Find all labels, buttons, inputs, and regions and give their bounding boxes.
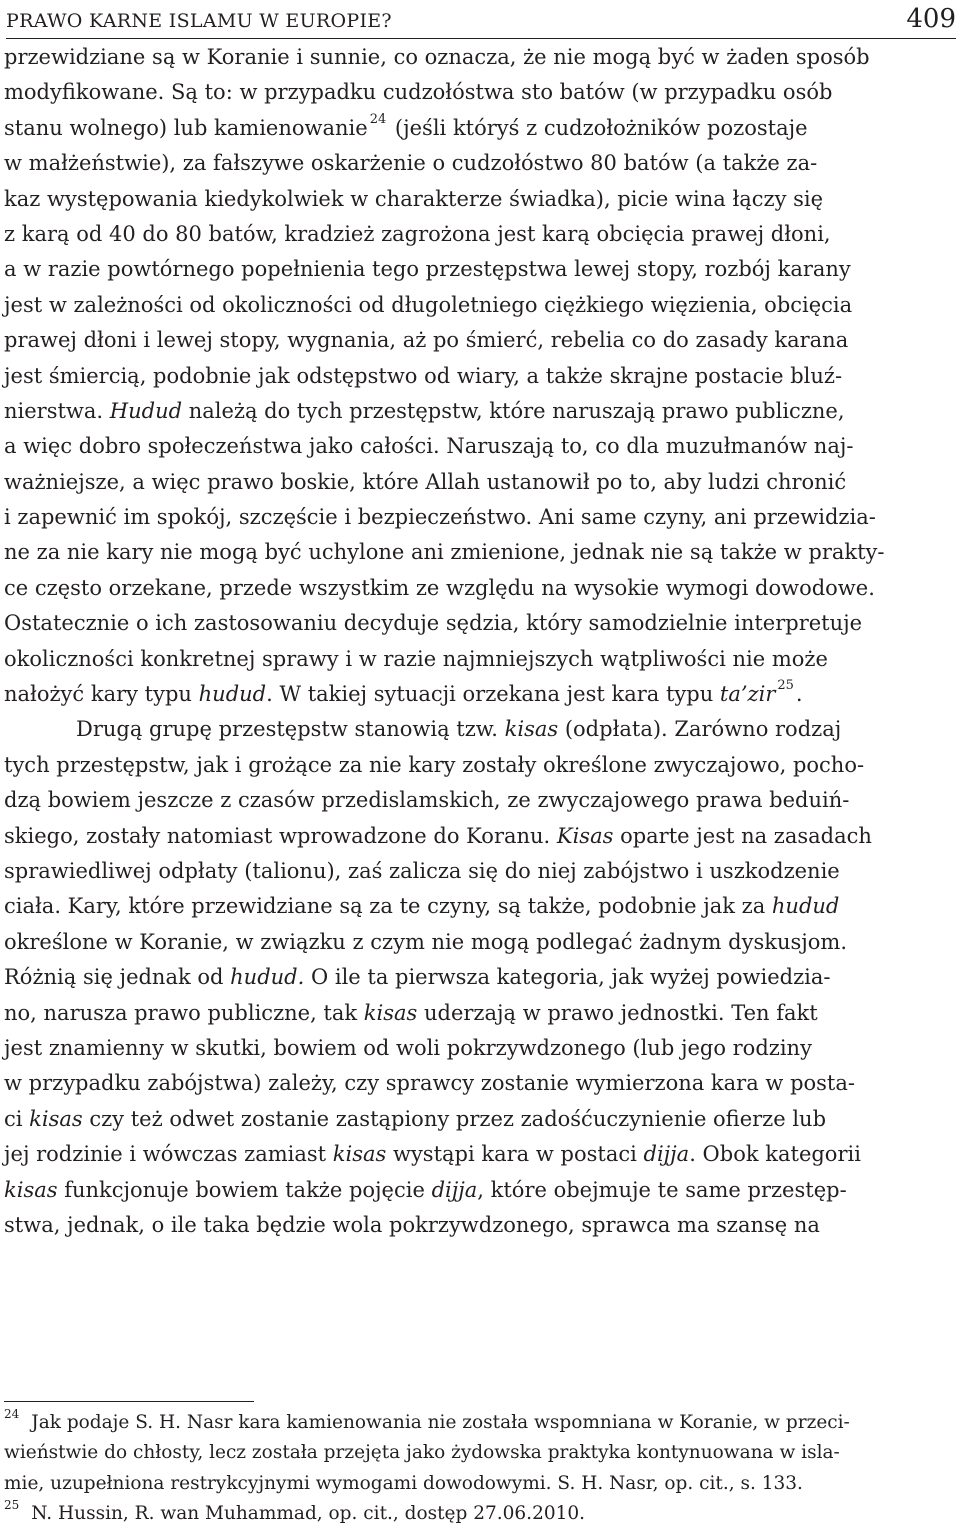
italic-term: Kisas xyxy=(556,823,614,848)
text-line: a w razie powtórnego popełnienia tego przestępstwa lewej stopy, rozbój karany xyxy=(4,257,851,282)
text-line: ważniejsze, a więc prawo boskie, które Allah ustanowił po to, aby ludzi chronić xyxy=(4,469,847,494)
text-line: ne za nie kary nie mogą być uchylone ani zmienione, jednak nie są także w prakty- xyxy=(4,540,885,565)
text-line: ci kisas czy też odwet zostanie zastąpiony przez zadośćuczynienie ofierze lub xyxy=(4,1106,827,1131)
text-line: prawej dłoni i lewej stopy, wygnania, aż po śmierć, rebelia co do zasady karana xyxy=(4,328,849,353)
footnote-25: $^{25}$ N. Hussin, R. wan Muhammad, op. cit., dostęp 27.06.2010. xyxy=(4,1498,586,1525)
footnote-number: 24 xyxy=(4,1407,20,1421)
text-line: jest znamienny w skutki, bowiem od woli pokrzywdzonego (lub jego rodziny xyxy=(4,1035,812,1060)
footnote-ref-24: 24 xyxy=(369,111,387,127)
footnote-number: 25 xyxy=(4,1498,20,1513)
text-line: Drugą grupę przestępstw stanowią tzw. kisas (odpłata). Zarówno rodzaj xyxy=(76,717,842,742)
main-text xyxy=(4,40,956,1243)
text-line: ce często orzekane, przede wszystkim ze względu na wysokie wymogi dowodowe. xyxy=(4,575,875,600)
text-line: dzą bowiem jeszcze z czasów przedislamskich, ze zwyczajowego prawa beduiń- xyxy=(4,788,850,813)
text-line: tych przestępstw, jak i grożące za nie kary zostały określone zwyczajowo, pocho- xyxy=(4,752,865,777)
text-line: modyfikowane. Są to: w przypadku cudzołóstwa sto batów (w przypadku osób xyxy=(4,80,833,105)
italic-term: hudud xyxy=(771,894,840,919)
italic-term: kisas xyxy=(4,1177,58,1202)
footnote-ref-25: 25 xyxy=(777,678,794,694)
text-line: przewidziane są w Koranie i sunnie, co oznacza, że nie mogą być w żaden sposób xyxy=(4,45,870,69)
text-line: jej rodzinie i wówczas zamiast kisas wystąpi kara w postaci dijja. Obok kategorii xyxy=(4,1142,861,1167)
text-line: jest śmiercią, podobnie jak odstępstwo od wiary, a także skrajne postacie bluź- xyxy=(4,363,843,388)
italic-term: ta’zir xyxy=(719,682,776,707)
text-line: a więc dobro społeczeństwa jako całości. Naruszają to, co dla muzułmanów naj- xyxy=(4,434,854,459)
italic-term: hudud xyxy=(198,682,267,707)
text-line: nałożyć kary typu hudud. W takiej sytuacji orzekana jest kara typu ta’zir $^{25}$. xyxy=(4,678,803,707)
italic-term: hudud. xyxy=(230,965,305,990)
running-title: PRAWO KARNE ISLAMU W EUROPIE? xyxy=(6,10,392,32)
text-line: z karą od 40 do 80 batów, kradzież zagrożona jest karą obcięcia prawej dłoni, xyxy=(4,221,831,246)
text-line: kaz występowania kiedykolwiek w charakterze świadka), picie wina łączy się xyxy=(4,186,824,211)
italic-term: kisas xyxy=(363,1000,418,1025)
text-line: Ostatecznie o ich zastosowaniu decyduje sędzia, który samodzielnie interpretuje xyxy=(4,611,863,636)
text-line: kisas funkcjonuje bowiem także pojęcie dijja, które obejmuje te same przestęp- xyxy=(4,1177,847,1202)
text-line: nierstwa. Hudud należą do tych przestępstw, które naruszają prawo publiczne, xyxy=(4,398,845,423)
running-header xyxy=(6,6,956,39)
italic-term: kisas xyxy=(332,1142,387,1167)
text-line: skiego, zostały natomiast wprowadzone do Koranu. Kisas oparte jest na zasadach xyxy=(4,823,872,848)
text-line: ciała. Kary, które przewidziane są za te czyny, są także, podobnie jak za hudud xyxy=(4,894,840,919)
page-number: 409 xyxy=(906,4,956,34)
text-line: okoliczności konkretnej sprawy i w razie najmniejszych wątpliwości nie może xyxy=(4,646,828,671)
text-line: stanu wolnego) lub kamienowanie $^{24}$ (jeśli któryś z cudzołożników pozostaje xyxy=(4,111,808,140)
text-line: Różnią się jednak od hudud. O ile ta pierwsza kategoria, jak wyżej powiedzia- xyxy=(4,965,831,990)
footnotes xyxy=(4,1408,956,1530)
italic-term: dijja xyxy=(431,1177,478,1202)
text-line: określone w Koranie, w związku z czym nie mogą podlegać żadnym dyskusjom. xyxy=(4,929,847,954)
italic-term: dijja xyxy=(643,1142,690,1167)
text-line: w małżeństwie), za fałszywe oskarżenie o cudzołóstwo 80 batów (a także za- xyxy=(4,151,818,176)
text-line: w przypadku zabójstwa) zależy, czy sprawcy zostanie wymierzona kara w posta- xyxy=(4,1071,855,1096)
footnote-line: wieństwie do chłosty, lecz została przejęta jako żydowska praktyka kontynuowana w isla- xyxy=(4,1442,840,1464)
text-line: sprawiedliwej odpłaty (talionu), zaś zalicza się do niej zabójstwo i uszkodzenie xyxy=(4,858,840,883)
italic-term: kisas xyxy=(504,717,559,742)
text-line: i zapewnić im spokój, szczęście i bezpieczeństwo. Ani same czyny, ani przewidzia- xyxy=(4,505,876,530)
text-line: no, narusza prawo publiczne, tak kisas uderzają w prawo jednostki. Ten fakt xyxy=(4,1000,818,1025)
italic-term: Hudud xyxy=(109,398,183,423)
footnote-rule xyxy=(4,1401,254,1402)
footnote-line: mie, uzupełniona restrykcyjnymi wymogami dowodowymi. S. H. Nasr, op. cit., s. 133. xyxy=(4,1472,803,1494)
italic-term: kisas xyxy=(29,1106,83,1131)
text-line: stwa, jednak, o ile taka będzie wola pokrzywdzonego, sprawca ma szansę na xyxy=(4,1212,820,1237)
footnote-24: $^{24}$ Jak podaje S. H. Nasr kara kamienowania nie została wspomniana w Koranie, w przeci- xyxy=(4,1407,850,1433)
text-line: jest w zależności od okoliczności od długoletniego ciężkiego więzienia, obcięcia xyxy=(4,292,853,317)
